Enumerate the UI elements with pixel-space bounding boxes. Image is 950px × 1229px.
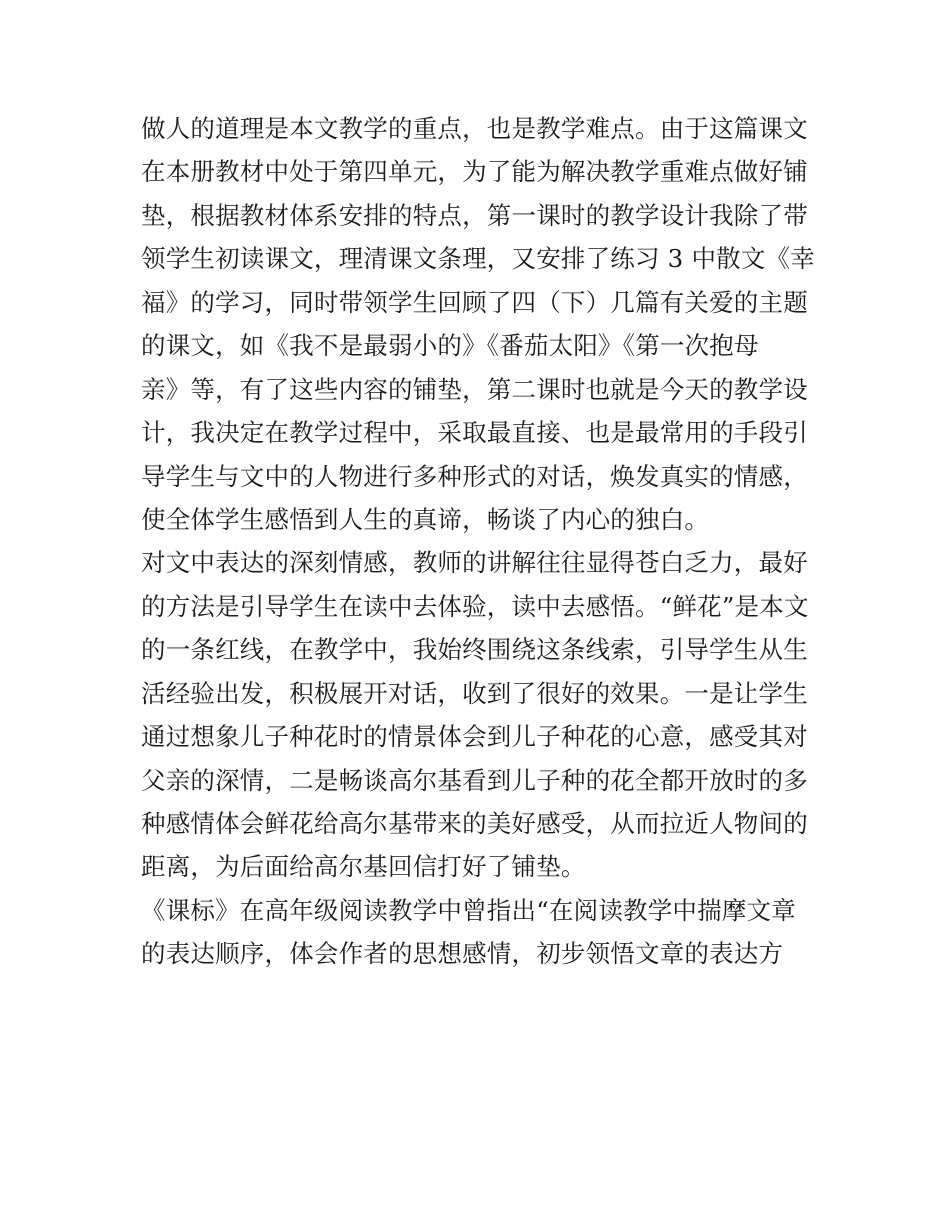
text-line: 领学生初读课文，理清课文条理，又安排了练习 3 中散文《幸 — [141, 244, 815, 274]
text-line: 做人的道理是本文教学的重点，也是教学难点。由于这篇课文 — [141, 114, 808, 143]
text-line: 亲》等，有了这些内容的铺垫，第二课时也就是今天的教学设 — [141, 374, 808, 404]
text-line: 的方法是引导学生在读中去体验，读中去感悟。“鲜花”是本文 — [141, 591, 809, 621]
text-line: 垫，根据教材体系安排的特点，第一课时的教学设计我除了带 — [141, 200, 808, 230]
text-line: 计，我决定在教学过程中，采取最直接、也是最常用的手段引 — [141, 418, 808, 448]
text-line: 《课标》在高年级阅读教学中曾指出“在阅读教学中揣摩文章 — [141, 895, 796, 925]
text-line: 的表达顺序，体会作者的思想感情，初步领悟文章的表达方 — [141, 939, 784, 969]
text-line: 使全体学生感悟到人生的真谛，畅谈了内心的独白。 — [141, 504, 710, 534]
text-line: 在本册教材中处于第四单元，为了能为解决教学重难点做好铺 — [141, 157, 808, 187]
text-line: 的课文，如《我不是最弱小的》《番茄太阳》《第一次抱母 — [141, 331, 759, 361]
text-line: 通过想象儿子种花时的情景体会到儿子种花的心意，感受其对 — [141, 722, 808, 752]
text-line: 对文中表达的深刻情感，教师的讲解往往显得苍白乏力，最好 — [141, 548, 808, 578]
text-line: 父亲的深情，二是畅谈高尔基看到儿子种的花全都开放时的多 — [141, 765, 808, 795]
text-line: 导学生与文中的人物进行多种形式的对话，焕发真实的情感， — [141, 461, 808, 491]
text-line: 距离，为后面给高尔基回信打好了铺垫。 — [141, 852, 586, 882]
text-line: 活经验出发，积极展开对话，收到了很好的效果。一是让学生 — [141, 678, 808, 708]
text-line: 福》的学习，同时带领学生回顾了四（下）几篇有关爱的主题 — [141, 287, 808, 317]
text-line: 的一条红线，在教学中，我始终围绕这条线索，引导学生从生 — [141, 635, 808, 665]
document-body — [141, 107, 821, 976]
text-line: 种感情体会鲜花给高尔基带来的美好感受，从而拉近人物间的 — [141, 809, 808, 838]
